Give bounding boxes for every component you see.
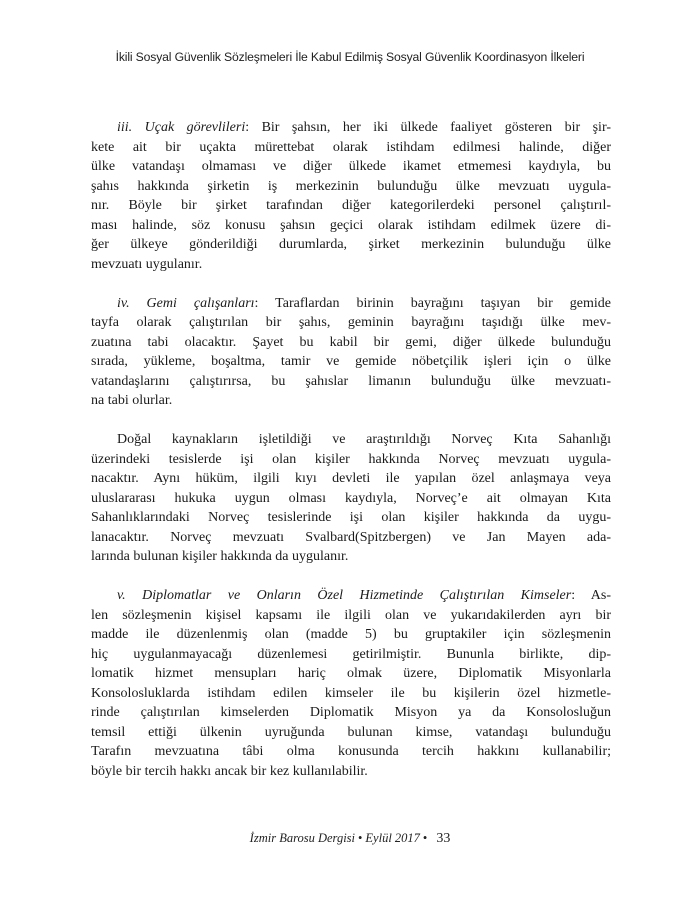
text-line: şahıs hakkında şirketin iş merkezinin bulunduğu ülke mevzuatı uygula- bbox=[91, 178, 611, 194]
text-line: tayfa olarak çalıştırılan bir şahıs, geminin bayrağını taşıdığı ülke mev- bbox=[91, 315, 611, 330]
running-header: İkili Sosyal Güvenlik Sözleşmeleri İle Kabul Edilmiş Sosyal Güvenlik Koordinasyon İlkeleri bbox=[115, 50, 585, 64]
text-line: na tabi olurlar. bbox=[91, 393, 173, 408]
paragraph-lead: iv. Gemi çalışanları bbox=[117, 295, 255, 311]
text-line: rinde çalıştırılan kimselerden Diplomatik Misyon ya da Konsolosluğun bbox=[91, 705, 611, 720]
text-line: mevzuatı uygulanır. bbox=[91, 256, 203, 272]
text-line: zuatına tabi olacaktır. Şayet bu kabil bir gemi, diğer ülkede bulunduğu bbox=[91, 334, 611, 350]
paragraph-lead: iii. Uçak görevlileri bbox=[117, 120, 246, 135]
paragraph-lead: v. Diplomatlar ve Onların Özel Hizmetinde Çalıştırılan Kimseler bbox=[117, 588, 572, 603]
text-line bbox=[91, 118, 611, 138]
text-line: temsil ettiği ülkenin uyruğunda bulunan kimse, vatandaşı bulunduğu bbox=[91, 724, 611, 740]
text-line: Sahanlıklarındaki Norveç tesislerinde işi olan kişiler hakkında da uygu- bbox=[91, 510, 611, 525]
footer-separator: • bbox=[358, 831, 363, 845]
text-line: lomatik hizmet mensupları hariç olmak üzere, Diplomatik Misyonlarla bbox=[91, 666, 611, 681]
text-line: uluslararası hukuka uygun olması kaydıyla, Norveç’e ait olmayan Kıta bbox=[91, 490, 611, 506]
text-line: böyle bir tercih hakkı ancak bir kez kullanılabilir. bbox=[91, 763, 368, 779]
text-line: üzerindeki tesislerde işi olan kişiler hakkında Norveç mevzuatı uygula- bbox=[91, 451, 611, 467]
paragraph-dogal-kaynaklar bbox=[91, 430, 611, 567]
footer-separator: • bbox=[422, 831, 428, 845]
paragraph-diplomatlar bbox=[91, 586, 611, 781]
text-line bbox=[91, 586, 611, 606]
text-line: ması halinde, söz konusu şahsın geçici olarak istihdam edilmek üzere di- bbox=[91, 217, 611, 233]
text-line: Konsolosluklarda istihdam edilen kimseler ile bu kişilerin özel hizmetle- bbox=[91, 685, 611, 701]
journal-name: İzmir Barosu Dergisi bbox=[249, 831, 356, 845]
text-line: sırada, yükleme, boşaltma, tamir ve gemide nöbetçilik işleri için o ülke bbox=[91, 354, 611, 369]
text-line: ğer ülkeye gönderildiği durumlarda, şirket merkezinin bulunduğu ülke bbox=[91, 237, 611, 252]
text-line: hiç uygulanmayacağı düzenlemesi getirilmiştir. Bununla birlikte, dip- bbox=[91, 646, 611, 662]
page-number: 33 bbox=[436, 831, 451, 846]
text-line: larında bulunan kişiler hakkında da uygulanır. bbox=[91, 549, 349, 564]
text-line: Doğal kaynakların işletildiği ve araştırıldığı Norveç Kıta Sahanlığı bbox=[117, 432, 611, 447]
line-text: : As- bbox=[571, 588, 611, 603]
text-line: vatandaşlarını çalıştırırsa, bu şahıslar limanın bulunduğu ülke mevzuatı- bbox=[91, 373, 611, 389]
text-line bbox=[91, 294, 611, 314]
text-line: nacaktır. Aynı hüküm, ilgili kıyı devleti ile yapılan özel anlaşmaya veya bbox=[91, 471, 611, 486]
text-line: len sözleşmenin kişisel kapsamı ile ilgili olan ve yukarıdakilerden ayrı bir bbox=[91, 607, 611, 623]
issue-date: Eylül 2017 bbox=[365, 831, 420, 845]
line-text: : Bir şahsın, her iki ülkede faaliyet gösteren bir şir- bbox=[245, 120, 611, 135]
text-line: lanacaktır. Norveç mevzuatı Svalbard(Spitzbergen) ve Jan Mayen ada- bbox=[91, 529, 611, 545]
text-line: nır. Böyle bir şirket tarafından diğer kategorilerdeki personel çalıştırıl- bbox=[91, 198, 611, 213]
text-line: Tarafın mevzuatına tâbi olma konusunda tercih hakkını kullanabilir; bbox=[91, 744, 611, 759]
page-footer bbox=[0, 831, 700, 847]
paragraph-gemi-calisanlari bbox=[91, 294, 611, 411]
paragraph-ucak-gorevlileri bbox=[91, 118, 611, 274]
text-line: ülke vatandaşı olmaması ve diğer ülkede ikamet etmemesi kaydıyla, bu bbox=[91, 159, 611, 174]
body-text bbox=[91, 118, 611, 781]
text-line: madde ile düzenlenmiş olan (madde 5) bu gruptakiler için sözleşmenin bbox=[91, 627, 611, 642]
line-text: : Taraflardan birinin bayrağını taşıyan bir gemide bbox=[254, 295, 611, 311]
text-line: kete ait bir uçakta mürettebat olarak istihdam edilmesi halinde, diğer bbox=[91, 139, 611, 155]
